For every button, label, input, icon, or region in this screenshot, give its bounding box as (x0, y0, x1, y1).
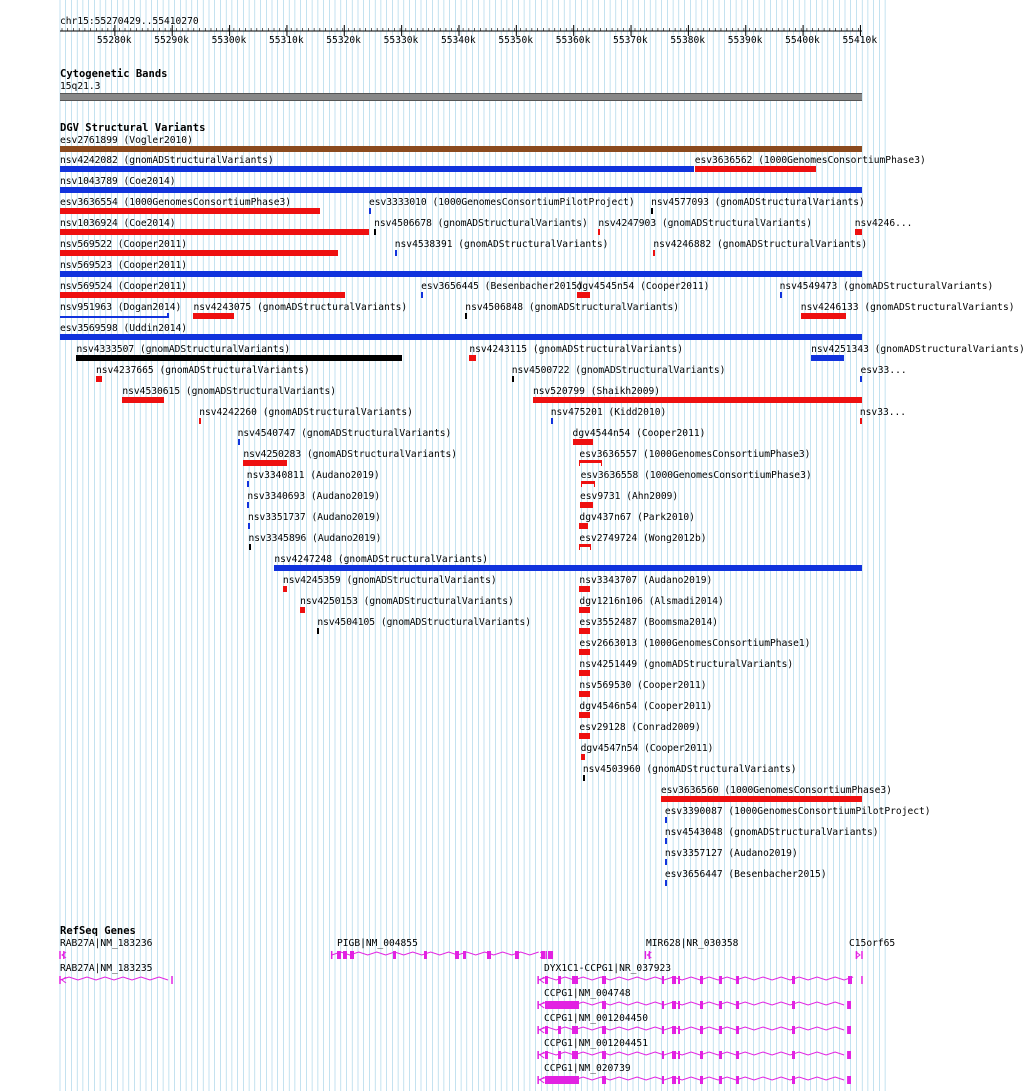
gene-exon (662, 1001, 664, 1009)
gene-exon (848, 976, 852, 984)
gene-exon (424, 951, 427, 959)
ruler-tick-label: 55280k (96, 35, 132, 46)
gene-exon (678, 1026, 680, 1034)
gene-exon (572, 976, 578, 984)
refseq-gene-label[interactable]: PIGB|NM_004855 (337, 938, 418, 949)
gene-exon (678, 976, 680, 984)
ruler-tick-label: 55320k (326, 35, 361, 46)
ruler-tick-label: 55350k (498, 35, 533, 46)
dgv-feature-label[interactable]: nsv3340693 (Audano2019) (247, 491, 381, 502)
dgv-feature-label[interactable]: esv3636562 (1000GenomesConsortiumPhase3) (694, 155, 926, 166)
gene-intron-line (538, 1077, 844, 1080)
dgv-feature-label[interactable]: nsv520799 (Shaikh2009) (532, 386, 661, 397)
dgv-feature-label[interactable]: esv2663013 (1000GenomesConsortiumPhase1) (579, 638, 811, 649)
gene-strand-arrow (540, 977, 544, 983)
gene-exon (736, 1051, 739, 1059)
gene-exon (848, 1051, 851, 1059)
dgv-feature-label[interactable]: nsv4251343 (gnomADStructuralVariants) (811, 344, 1025, 355)
ruler-tick-label: 55340k (440, 35, 476, 46)
gene-exon (662, 1051, 664, 1059)
dgv-feature-label[interactable]: esv29128 (Conrad2009) (579, 722, 701, 733)
gene-exon (792, 1026, 795, 1034)
gene-exon (678, 1076, 680, 1084)
gene-exon (719, 976, 722, 984)
dgv-feature-label[interactable]: nsv4549473 (gnomADStructuralVariants) (779, 281, 994, 292)
gene-strand-arrow (540, 1002, 544, 1008)
dgv-feature-label[interactable]: nsv4242082 (gnomADStructuralVariants) (60, 155, 274, 166)
dgv-feature-label[interactable]: nsv475201 (Kidd2010) (550, 407, 667, 418)
gene-exon (545, 1076, 579, 1084)
gene-exon (736, 1076, 739, 1084)
gene-exon (602, 1076, 606, 1084)
dgv-feature-label[interactable]: dgv4544n54 (Cooper2011) (572, 428, 706, 439)
gene-exon (719, 1051, 722, 1059)
dgv-feature-label[interactable]: esv3636558 (1000GenomesConsortiumPhase3) (580, 470, 812, 481)
dgv-feature-label[interactable]: esv2749724 (Wong2012b) (579, 533, 707, 544)
dgv-feature-label[interactable]: dgv4545n54 (Cooper2011) (576, 281, 710, 292)
gene-exon (700, 1001, 703, 1009)
refseq-gene-label[interactable]: DYX1C1-CCPG1|NR_037923 (544, 963, 672, 974)
gene-exon (545, 1001, 579, 1009)
gene-exon (678, 1001, 680, 1009)
dgv-feature-label[interactable]: nsv4333507 (gnomADStructuralVariants) (76, 344, 291, 355)
dgv-feature-label[interactable]: nsv3343707 (Audano2019) (579, 575, 713, 586)
gene-exon (700, 976, 703, 984)
ruler-tick-label: 55400k (785, 35, 820, 46)
dgv-feature-label[interactable]: nsv4247248 (gnomADStructuralVariants) (274, 554, 489, 565)
dgv-feature-label[interactable]: nsv569530 (Cooper2011) (579, 680, 707, 691)
gene-exon (848, 1076, 851, 1084)
gene-exon (343, 951, 347, 959)
refseq-gene-label[interactable]: CCPG1|NM_001204451 (544, 1038, 648, 1049)
dgv-feature-label[interactable]: nsv3340811 (Audano2019) (246, 470, 380, 481)
gene-exon (545, 976, 548, 984)
dgv-feature-label[interactable]: nsv4506848 (gnomADStructuralVariants) (465, 302, 680, 313)
gene-exon (700, 1051, 703, 1059)
dgv-feature-label[interactable]: nsv4504105 (gnomADStructuralVariants) (317, 617, 532, 628)
dgv-feature-label[interactable]: nsv4245359 (gnomADStructuralVariants) (282, 575, 497, 586)
gene-exon (602, 1051, 606, 1059)
gene-exon (672, 1051, 676, 1059)
gene-exon (736, 976, 739, 984)
gene-strand-arrow (540, 1052, 544, 1058)
dgv-feature-label[interactable]: nsv1043789 (Coe2014) (60, 176, 176, 187)
gene-exon (700, 1076, 703, 1084)
dgv-feature-label[interactable]: esv3636560 (1000GenomesConsortiumPhase3) (660, 785, 892, 796)
dgv-feature-label[interactable]: nsv4577093 (gnomADStructuralVariants) (651, 197, 865, 208)
dgv-feature-label[interactable]: nsv4251449 (gnomADStructuralVariants) (579, 659, 794, 670)
dgv-feature-label[interactable]: nsv569523 (Cooper2011) (60, 260, 188, 271)
dgv-feature-label[interactable]: esv3636557 (1000GenomesConsortiumPhase3) (579, 449, 811, 460)
refseq-gene-label[interactable]: RAB27A|NM_183236 (60, 938, 153, 949)
cytoband-name: 15q21.3 (60, 81, 101, 92)
gene-exon (558, 1026, 561, 1034)
dgv-feature-label[interactable]: nsv3357127 (Audano2019) (664, 848, 798, 859)
gene-exon (736, 1026, 739, 1034)
location-label: chr15:55270429..55410270 (60, 16, 199, 27)
cytoband-track-title: Cytogenetic Bands (60, 68, 168, 80)
dgv-feature-label[interactable]: esv3569598 (Uddin2014) (60, 323, 188, 334)
refseq-gene-label[interactable]: C15orf65 (849, 938, 896, 949)
gene-exon (548, 951, 553, 959)
ruler-tick-label: 55330k (383, 35, 419, 46)
gene-strand-arrow (62, 977, 66, 983)
dgv-feature-label[interactable]: nsv569524 (Cooper2011) (60, 281, 188, 292)
gene-exon (515, 951, 519, 959)
gene-exon (672, 1001, 676, 1009)
ruler-tick-label: 55300k (211, 35, 247, 46)
gene-exon (662, 1026, 664, 1034)
dgv-feature-label[interactable]: nsv33... (859, 407, 907, 418)
dgv-feature-label[interactable]: nsv4246133 (gnomADStructuralVariants) (800, 302, 1015, 313)
refseq-gene-label[interactable]: CCPG1|NM_020739 (544, 1063, 631, 1074)
gene-exon (350, 951, 354, 959)
gene-exon (700, 1026, 703, 1034)
dgv-feature-label[interactable]: nsv4506678 (gnomADStructuralVariants) (374, 218, 588, 229)
ruler-tick-label: 55380k (670, 35, 706, 46)
gene-exon (672, 1076, 676, 1084)
dgv-feature-label[interactable]: nsv4503960 (gnomADStructuralVariants) (582, 764, 797, 775)
dgv-feature-label[interactable]: dgv1216n106 (Alsmadi2014) (579, 596, 724, 607)
dgv-feature-label[interactable]: nsv1036924 (Coe2014) (60, 218, 176, 229)
gene-exon (602, 1026, 606, 1034)
gene-exon (393, 951, 396, 959)
dgv-feature-label[interactable]: nsv4250153 (gnomADStructuralVariants) (300, 596, 514, 607)
gene-exon (792, 1076, 795, 1084)
dgv-feature-label[interactable]: nsv4237665 (gnomADStructuralVariants) (95, 365, 310, 376)
refseq-track-title: RefSeq Genes (60, 925, 136, 937)
dgv-feature-label[interactable]: nsv951963 (Dogan2014) (60, 302, 182, 313)
gene-exon (736, 1001, 739, 1009)
gene-exon (678, 1051, 680, 1059)
gene-exon (602, 1001, 606, 1009)
ruler-tick-label: 55370k (613, 35, 648, 46)
gene-exon (545, 1051, 548, 1059)
dgv-feature-label[interactable]: esv3636554 (1000GenomesConsortiumPhase3) (60, 197, 292, 208)
gene-exon (572, 1051, 578, 1059)
gene-strand-arrow (540, 1027, 544, 1033)
refseq-gene-label[interactable]: RAB27A|NM_183235 (60, 963, 153, 974)
dgv-feature-label[interactable]: esv3656447 (Besenbacher2015) (664, 869, 827, 880)
gene-exon (572, 1026, 578, 1034)
dgv-feature-label[interactable]: esv3333010 (1000GenomesConsortiumPilotProject) (368, 197, 635, 208)
ruler-tick-label: 55290k (154, 35, 189, 46)
gene-intron-line (538, 1002, 844, 1005)
ruler-tick-label: 55410k (842, 35, 878, 46)
refseq-gene-label[interactable]: CCPG1|NM_001204450 (544, 1013, 648, 1024)
gene-exon (672, 1026, 676, 1034)
refseq-gene-label[interactable]: CCPG1|NM_004748 (544, 988, 631, 999)
gene-exon (487, 951, 491, 959)
dgv-feature-label[interactable]: nsv4246882 (gnomADStructuralVariants) (653, 239, 868, 250)
gene-exon (463, 951, 466, 959)
dgv-feature-label[interactable]: nsv4538391 (gnomADStructuralVariants) (394, 239, 609, 250)
ruler-tick-label: 55310k (268, 35, 304, 46)
gene-exon (719, 1026, 722, 1034)
gene-exon (541, 951, 545, 959)
gene-intron-line (538, 1027, 844, 1030)
gene-strand-arrow (540, 1077, 544, 1083)
gene-exon (672, 976, 676, 984)
dgv-feature-label[interactable]: nsv4242260 (gnomADStructuralVariants) (199, 407, 413, 418)
dgv-feature-label[interactable]: esv33... (860, 365, 907, 376)
dgv-feature-label[interactable]: nsv4247903 (gnomADStructuralVariants) (598, 218, 813, 229)
dgv-feature-label[interactable]: nsv3351737 (Audano2019) (247, 512, 381, 523)
gene-exon (662, 976, 664, 984)
ruler-tick-label: 55360k (555, 35, 591, 46)
dgv-feature-label[interactable]: dgv437n67 (Park2010) (579, 512, 695, 523)
gene-exon (545, 1026, 548, 1034)
gene-intron-line (538, 977, 853, 980)
gene-exon (792, 1001, 795, 1009)
dgv-feature-label[interactable]: dgv4547n54 (Cooper2011) (580, 743, 714, 754)
gene-intron-line (332, 952, 539, 955)
dgv-feature-label[interactable]: esv3656445 (Besenbacher2015) (421, 281, 583, 292)
dgv-feature-label[interactable]: nsv4246... (854, 218, 913, 229)
dgv-feature-label[interactable]: nsv4530615 (gnomADStructuralVariants) (122, 386, 337, 397)
gene-exon (792, 976, 795, 984)
dgv-feature-label[interactable]: nsv3345896 (Audano2019) (248, 533, 382, 544)
dgv-feature-label[interactable]: nsv4250283 (gnomADStructuralVariants) (243, 449, 458, 460)
dgv-feature-label[interactable]: esv3390087 (1000GenomesConsortiumPilotProject) (664, 806, 931, 817)
gene-exon (719, 1001, 722, 1009)
gene-exon (848, 1001, 851, 1009)
gene-exon (558, 976, 561, 984)
dgv-feature-label[interactable]: nsv4243075 (gnomADStructuralVariants) (193, 302, 408, 313)
gene-exon (662, 1076, 664, 1084)
gene-exon (792, 1051, 795, 1059)
gene-intron-line (538, 1052, 844, 1055)
dgv-feature-label[interactable]: nsv4500722 (gnomADStructuralVariants) (511, 365, 726, 376)
refseq-gene-label[interactable]: MIR628|NR_030358 (646, 938, 739, 949)
gene-exon (602, 976, 606, 984)
ruler-tick-label: 55390k (727, 35, 763, 46)
gene-exon (719, 1076, 722, 1084)
dgv-feature-label[interactable]: nsv4243115 (gnomADStructuralVariants) (469, 344, 684, 355)
dgv-feature-label[interactable]: esv9731 (Ahn2009) (580, 491, 679, 502)
gene-intron-line (60, 977, 168, 980)
dgv-feature-label[interactable]: nsv569522 (Cooper2011) (60, 239, 188, 250)
gene-exon (455, 951, 459, 959)
dgv-feature-label[interactable]: nsv4543048 (gnomADStructuralVariants) (664, 827, 879, 838)
dgv-feature-label[interactable]: esv3552487 (Boomsma2014) (579, 617, 719, 628)
gene-exon (337, 951, 341, 959)
dgv-feature-label[interactable]: dgv4546n54 (Cooper2011) (579, 701, 713, 712)
gene-exon (848, 1026, 851, 1034)
dgv-feature-label[interactable]: esv2761899 (Vogler2010) (60, 135, 193, 146)
dgv-feature-label[interactable]: nsv4540747 (gnomADStructuralVariants) (237, 428, 452, 439)
dgv-track-title: DGV Structural Variants (60, 122, 206, 134)
gene-exon (558, 1051, 561, 1059)
